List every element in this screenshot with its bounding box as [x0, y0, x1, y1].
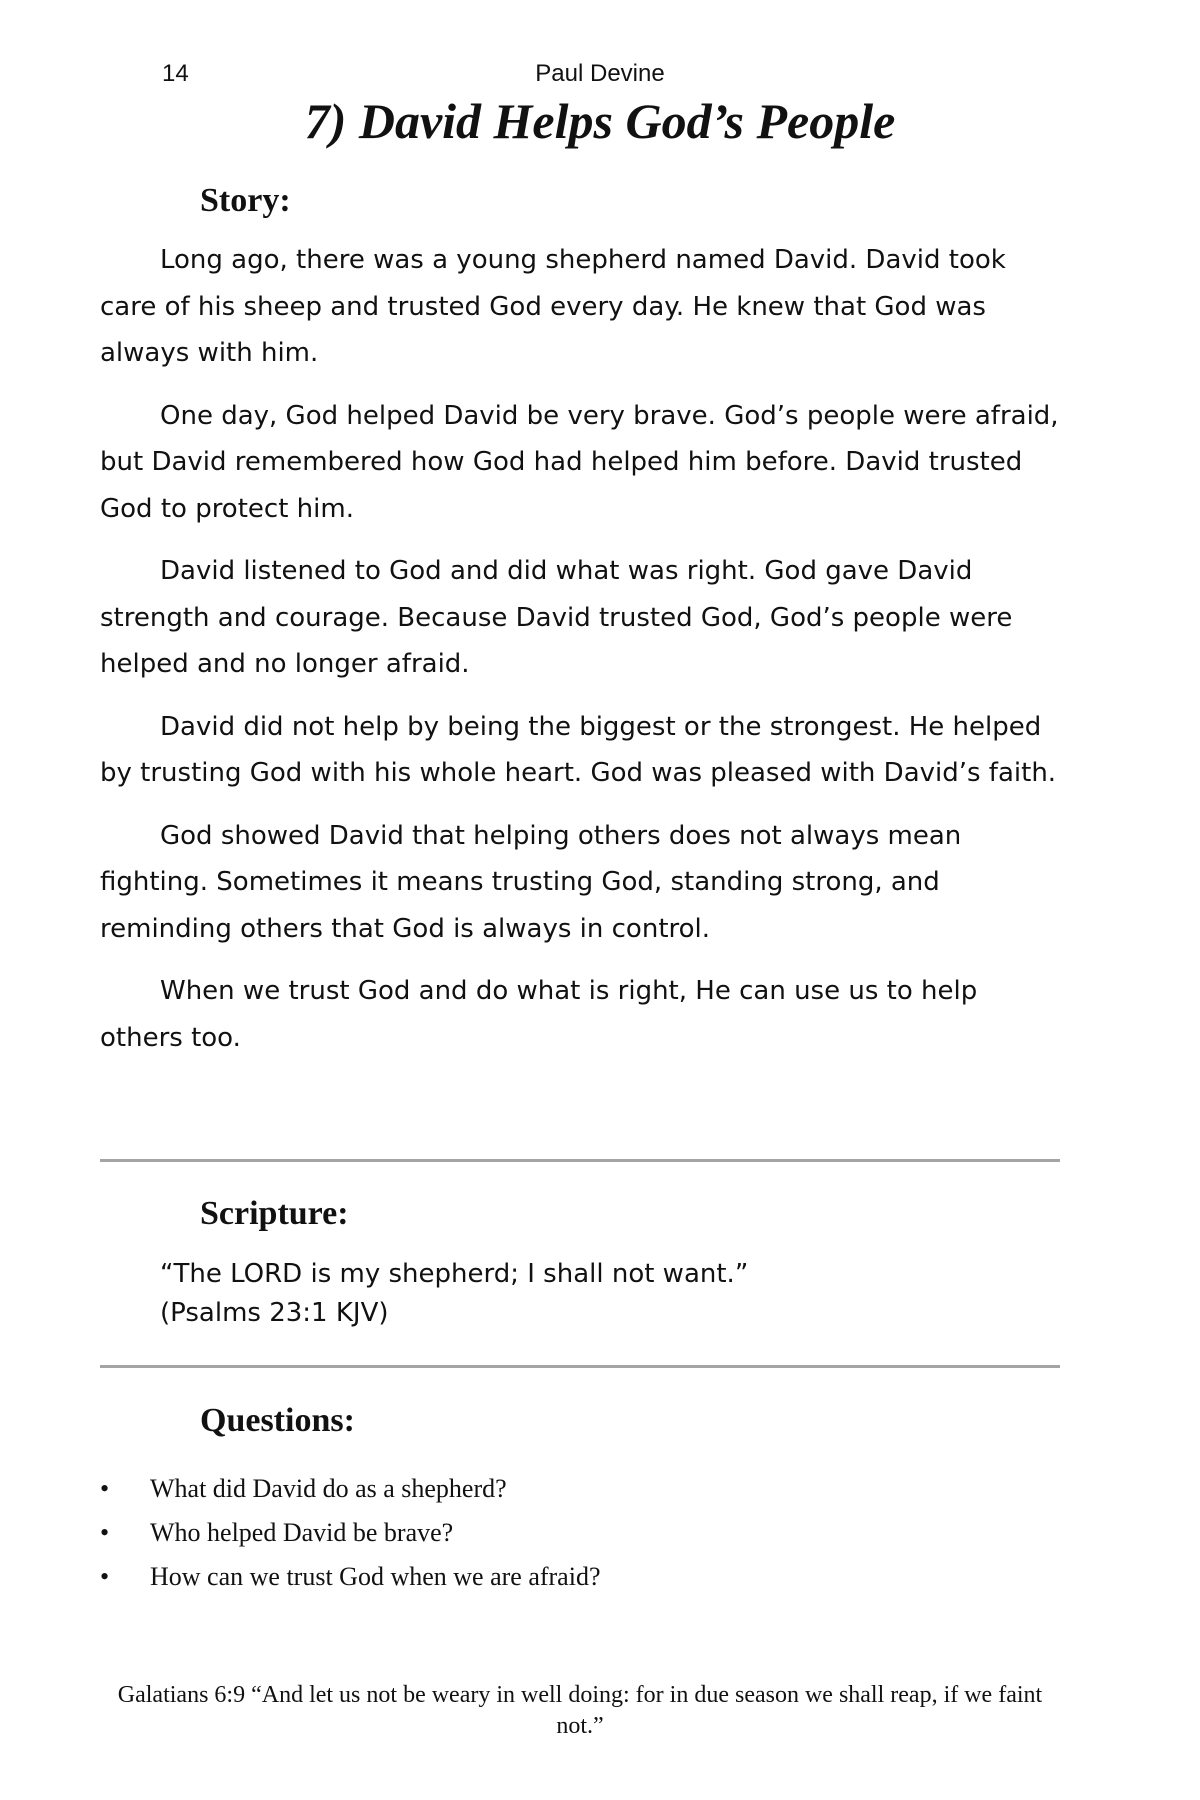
bullet-icon: • — [100, 1474, 110, 1503]
scripture-reference: (Psalms 23:1 KJV) — [160, 1298, 389, 1328]
scripture-quote: “The LORD is my shepherd; I shall not want.” — [160, 1259, 749, 1289]
story-paragraph: God showed David that helping others does not always mean fighting. Sometimes it means trusting God, standing strong, and reminding others that God is always in control. — [100, 820, 962, 944]
story-body — [100, 237, 1060, 1077]
story-paragraph: One day, God helped David be very brave. God’s people were afraid, but David remembered how God had helped him before. David trusted God to protect him. — [100, 400, 1059, 524]
scripture-heading: Scripture: — [200, 1195, 349, 1232]
question-text: How can we trust God when we are afraid? — [150, 1562, 601, 1591]
bullet-icon: • — [100, 1562, 110, 1591]
question-item — [100, 1555, 600, 1599]
story-paragraph: David listened to God and did what was right. God gave David strength and courage. Because David trusted God, God’s people were helped and no longer afraid. — [100, 556, 1013, 679]
page-number: 14 — [162, 60, 189, 87]
section-divider — [100, 1159, 1060, 1162]
footer-verse: Galatians 6:9 “And let us not be weary in well doing: for in due season we shall reap, if we faint not.” — [117, 1682, 1043, 1739]
questions-list — [100, 1467, 600, 1599]
scripture-verse — [160, 1255, 748, 1333]
question-item — [100, 1467, 600, 1511]
question-item — [100, 1511, 600, 1555]
chapter-title: 7) David Helps God’s People — [304, 93, 896, 149]
story-heading: Story: — [200, 182, 291, 219]
questions-heading: Questions: — [200, 1402, 355, 1439]
story-paragraph: David did not help by being the biggest or the strongest. He helped by trusting God with his whole heart. God was pleased with David’s faith. — [100, 711, 1057, 788]
question-text: Who helped David be brave? — [150, 1518, 454, 1547]
running-head-author: Paul Devine — [535, 60, 665, 87]
story-paragraph: Long ago, there was a young shepherd named David. David took care of his sheep and trusted God every day. He knew that God was always with him. — [100, 245, 1006, 368]
bullet-icon: • — [100, 1518, 110, 1547]
story-paragraph: When we trust God and do what is right, He can use us to help others too. — [100, 976, 978, 1053]
question-text: What did David do as a shepherd? — [150, 1474, 507, 1503]
section-divider — [100, 1365, 1060, 1368]
